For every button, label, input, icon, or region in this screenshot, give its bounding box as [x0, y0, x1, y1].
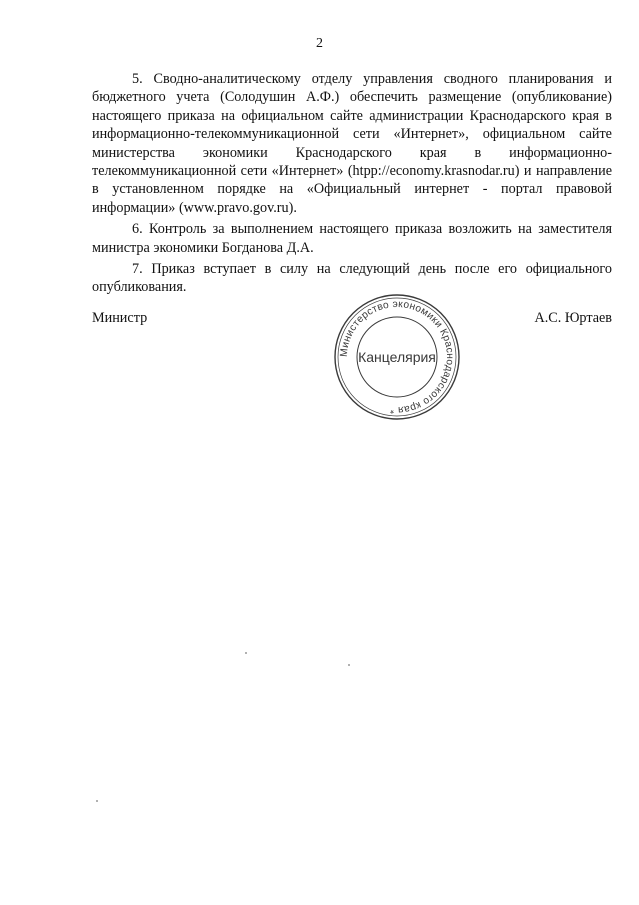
scan-speck — [245, 652, 247, 654]
stamp-center-text: Канцелярия — [358, 349, 436, 365]
stamp-seal-icon — [332, 292, 462, 422]
signatory-position: Министр — [92, 310, 148, 326]
paragraph-item-6: 6. Контроль за выполнением настоящего приказа возложить на заместителя министра экономики Богданова Д.А. — [92, 221, 612, 256]
paragraph-item-7: 7. Приказ вступает в силу на следующий день после его официального опубликования. — [92, 261, 612, 296]
paragraph-item-5: 5. Сводно-аналитическому отделу управления сводного планирования и бюджетного учета (Солодушин А.Ф.) обеспечить размещение (опубликование) настоящего приказа на официальном сайте администрации Краснодарского края в информационно-телекоммуникационной сети «Интернет», официальном сайте министерства экономики Краснодарского края в информационно-телекоммуникационной сети «Интернет» (htpp://economy.krasnodar.ru) и направление в установленном порядке на «Официальный интернет - портал правовой информации» (www.pravo.gov.ru). — [92, 71, 612, 216]
document-body — [92, 70, 612, 300]
page-number: 2 — [316, 36, 323, 51]
scan-speck — [348, 664, 350, 666]
stamp-ring-text: Министерство экономики Краснодарского края * — [338, 298, 456, 416]
office-stamp — [332, 292, 462, 422]
scan-speck — [96, 800, 98, 802]
signatory-name: А.С. Юртаев — [534, 310, 612, 326]
